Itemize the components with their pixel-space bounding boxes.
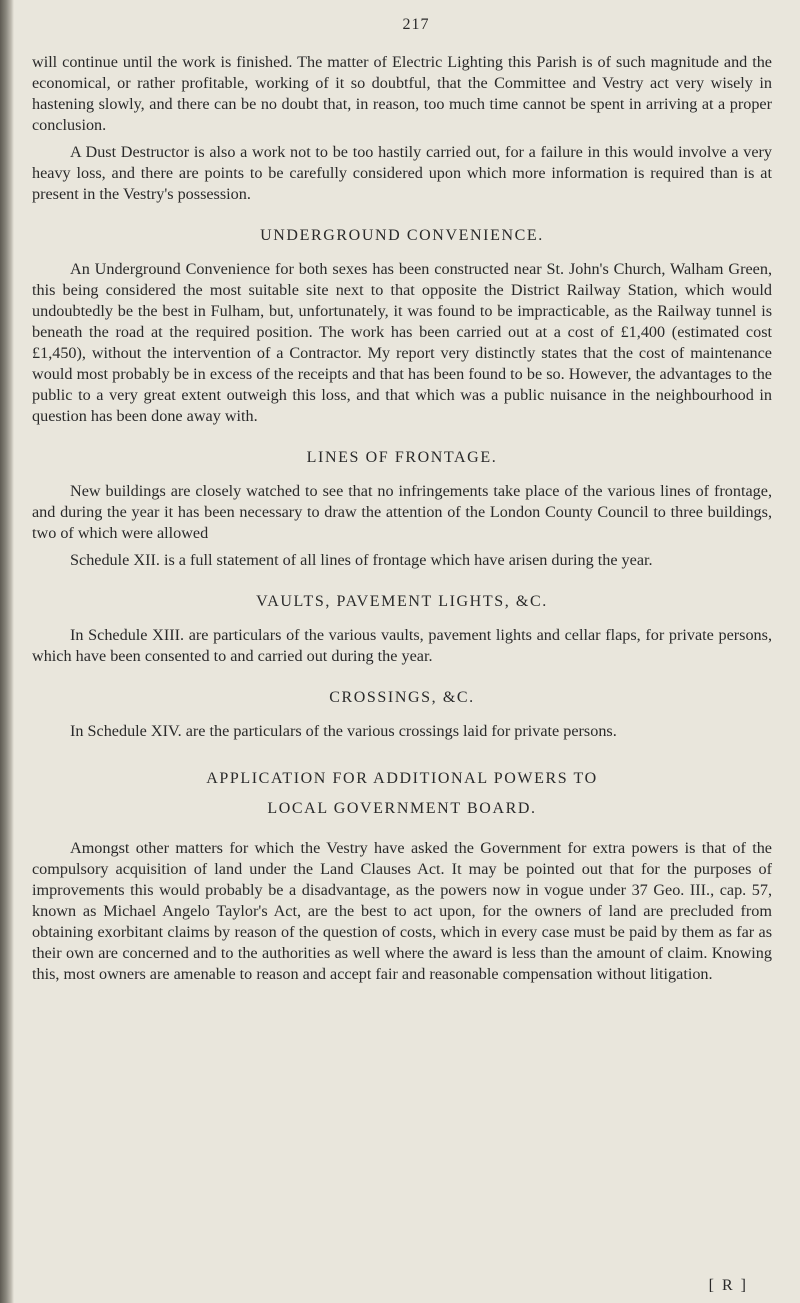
heading-application-additional-powers — [32, 764, 772, 824]
paragraph-additional-powers: Amongst other matters for which the Vestry have asked the Government for extra powers is that of the compulsory acquisition of land under the Land Clauses Act. It may be pointed out that for the purposes of improvements this would probably be a disadvantage, as the powers now in vogue under 37 Geo. III., cap. 57, known as Michael Angelo Taylor's Act, are the best to act upon, for the owners of land are precluded from obtaining exorbitant claims by reason of the question of costs, which in every case must be paid by them as far as their own are concerned and to the authorities as well where the award is less than the amount of claim. Knowing this, most owners are amenable to reason and accept fair and reasonable compensation without litigation. — [32, 839, 772, 983]
paragraph-dust-destructor: A Dust Destructor is also a work not to be too hastily carried out, for a failure in this would involve a very heavy loss, and there are points to be carefully considered upon which more information is required than is at present in the Vestry's possession. — [32, 143, 772, 203]
paragraph-electric-lighting: will continue until the work is finished. The matter of Electric Lighting this Parish is of such magnitude and the economical, or rather profitable, working of it so doubtful, that the Committee and Vestry act very wisely in hastening slowly, and there can be no doubt that, in reason, too much time cannot be spent in arriving at a proper conclusion. — [32, 53, 772, 134]
book-binding-edge — [0, 0, 14, 1303]
paragraph-schedule-xiv: In Schedule XIV. are the particulars of the various crossings laid for private persons. — [70, 722, 617, 740]
heading-application-line-2: LOCAL GOVERNMENT BOARD. — [267, 800, 537, 817]
paragraph-underground-convenience: An Underground Convenience for both sexes has been constructed near St. John's Church, Walham Green, this being considered the most suitable site next to that opposite the District Railway Station, which would undoubtedly be the best in Fulham, but, unfortunately, it was found to be impracticable, as the Railway tunnel is beneath the road at the required position. The work has been carried out at a cost of £1,400 (estimated cost £1,450), without the intervention of a Contractor. My report very distinctly states that the cost of maintenance would most probably be in excess of the receipts and that has been found to be so. However, the advantages to the public to a very great extent outweigh this loss, and that which was a public nuisance in the neighbourhood in question has been done away with. — [32, 260, 772, 425]
paragraph-schedule-xiii: In Schedule XIII. are particulars of the various vaults, pavement lights and cellar flaps, for private persons, which have been consented to and carried out during the year. — [32, 626, 772, 665]
paragraph-frontage-buildings: New buildings are closely watched to see that no infringements take place of the various lines of frontage, and during the year it has been necessary to draw the attention of the London County Council to three buildings, two of which were allowed — [32, 482, 772, 542]
heading-application-line-1: APPLICATION FOR ADDITIONAL POWERS TO — [206, 770, 598, 787]
heading-lines-of-frontage: LINES OF FRONTAGE. — [306, 449, 498, 466]
document-page — [32, 16, 772, 985]
signature-mark: [ R ] — [708, 1277, 748, 1294]
heading-underground-convenience: UNDERGROUND CONVENIENCE. — [260, 227, 544, 244]
page-number: 217 — [402, 16, 430, 33]
heading-vaults-pavement-lights: VAULTS, PAVEMENT LIGHTS, &C. — [256, 593, 548, 610]
paragraph-schedule-xii: Schedule XII. is a full statement of all lines of frontage which have arisen during the year. — [70, 551, 653, 569]
heading-crossings: CROSSINGS, &C. — [329, 689, 475, 706]
